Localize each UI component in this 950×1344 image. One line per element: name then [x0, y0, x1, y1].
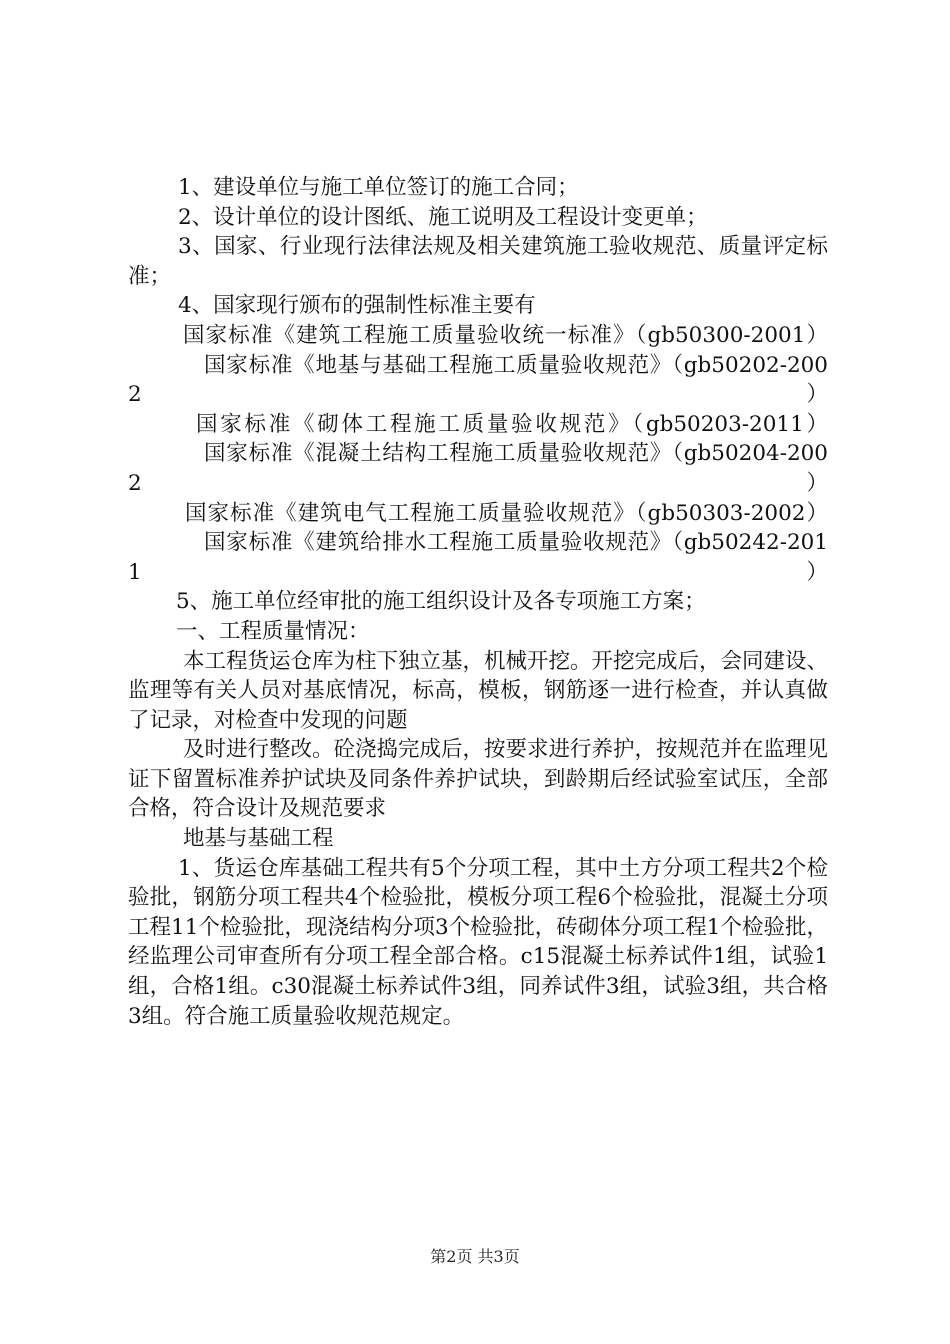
paragraph-quality-2: 及时进行整改。砼浇捣完成后，按要求进行养护，按规范并在监理见证下留置标准养护试块及同条件养护试块，到龄期后经试验室试压，全部合格，符合设计及规范要求: [128, 737, 829, 822]
document-body: [128, 173, 828, 1031]
standard-item-gb50202: 国家标准《地基与基础工程施工质量验收规范》（gb50202-2002）: [128, 352, 828, 408]
paragraph-basis-3: 3、国家、行业现行法律法规及相关建筑施工验收规范、质量评定标准；: [128, 234, 828, 289]
section-heading-foundation: 地基与基础工程: [183, 826, 334, 852]
standard-item-gb50203: 国家标准《砌体工程施工质量验收规范》（gb50203-2011）: [196, 411, 828, 437]
page-number-footer: 第2页 共3页: [430, 1247, 520, 1266]
standard-item-gb50204: 国家标准《混凝土结构工程施工质量验收规范》（gb50204-2002）: [128, 441, 828, 496]
paragraph-basis-2: 2、设计单位的设计图纸、施工说明及工程设计变更单；: [178, 204, 708, 230]
standard-item-gb50303: 国家标准《建筑电气工程施工质量验收规范》（gb50303-2002）: [185, 500, 828, 526]
paragraph-basis-4: 4、国家现行颁布的强制性标准主要有: [178, 293, 536, 319]
paragraph-foundation-1: 1、货运仓库基础工程共有5个分项工程，其中土方分项工程共2个检验批，钢筋分项工程共4个检验批，模板分项工程6个检验批，混凝土分项工程11个检验批，现浇结构分项3个检验批，砖砌体分项工程1个检验批，经监理公司审查所有分项工程全部合格。c15混凝土标养试件1组，试验1组，合格1组。c30混凝土标养试件3组，同养试件3组，试验3组，共合格3组。符合施工质量验收规范规定。: [128, 855, 828, 1029]
section-heading-quality: 一、工程质量情况：: [176, 618, 370, 644]
standard-item-gb50300: 国家标准《建筑工程施工质量验收统一标准》（gb50300-2001）: [183, 322, 828, 348]
paragraph-basis-5: 5、施工单位经审批的施工组织设计及各专项施工方案；: [176, 589, 706, 615]
paragraph-quality-1: 本工程货运仓库为柱下独立基，机械开挖。开挖完成后，会同建设、监理等有关人员对基底情况，标高，模板，钢筋逐一进行检查，并认真做了记录，对检查中发现的问题: [128, 648, 829, 733]
standard-item-gb50242: 国家标准《建筑给排水工程施工质量验收规范》（gb50242-2011）: [128, 530, 828, 585]
paragraph-basis-1: 1、建设单位与施工单位签订的施工合同；: [178, 175, 579, 200]
